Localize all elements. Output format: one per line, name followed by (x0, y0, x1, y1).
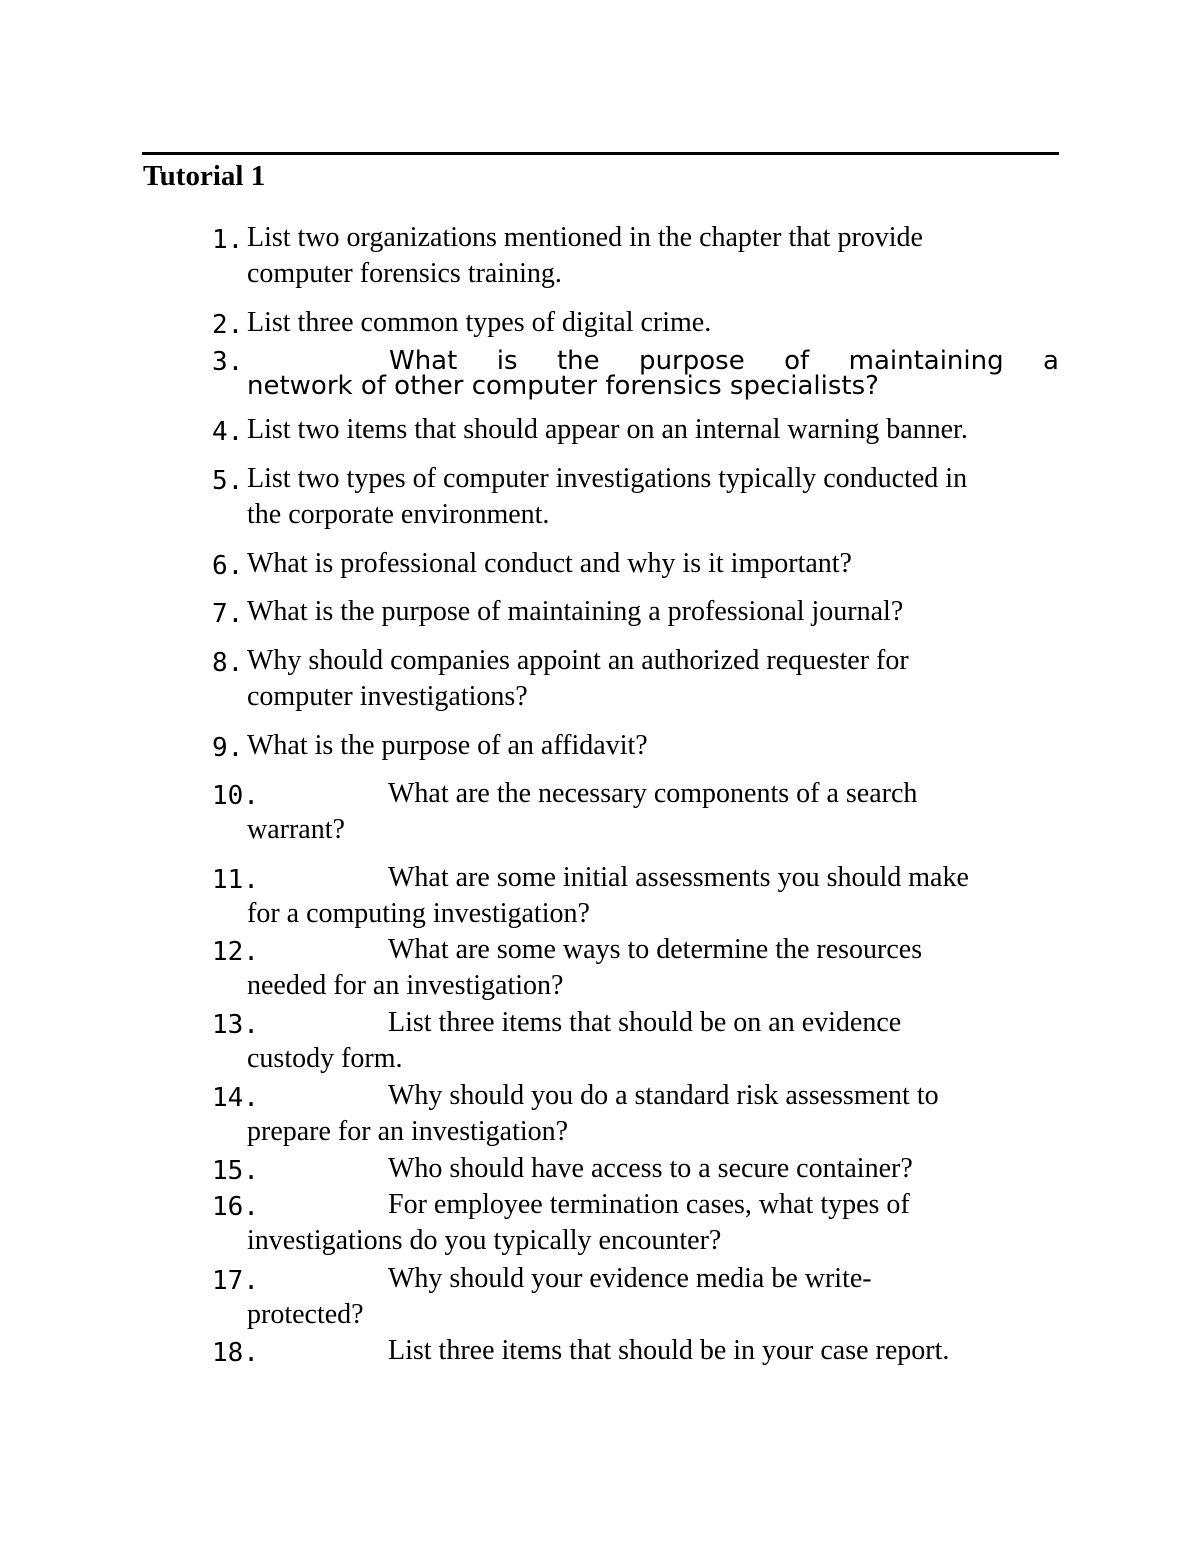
question-text: List three items that should be in your case report. (388, 1335, 950, 1366)
question-number: 8. (212, 648, 244, 678)
question-text: What are some ways to determine the resources needed for an investigation? (247, 934, 923, 1001)
question-text: Why should companies appoint an authorized requester for computer investigations? (247, 645, 909, 712)
question-number: 11. (212, 865, 259, 895)
question-text: Why should your evidence media be write- protected? (247, 1263, 872, 1330)
question-number: 10. (212, 781, 259, 811)
question-text-line: What is the purpose of maintaining a (389, 346, 1059, 376)
question-number: 14. (212, 1083, 259, 1113)
question-text-line: network of other computer forensics specialists? (247, 371, 879, 401)
question-number: 15. (212, 1156, 259, 1186)
question-number: 3. (212, 347, 244, 377)
question-number: 2. (212, 310, 244, 340)
question-number: 6. (212, 551, 244, 581)
header-rule (142, 152, 1059, 155)
question-text: What is the purpose of an affidavit? (247, 730, 648, 761)
question-number: 13. (212, 1010, 259, 1040)
question-text: List three common types of digital crime. (247, 307, 712, 338)
question-text: List two types of computer investigations typically conducted in the corporate environment. (247, 463, 968, 530)
question-text: List three items that should be on an evidence custody form. (247, 1007, 902, 1074)
question-number: 7. (212, 599, 244, 629)
question-text: What are the necessary components of a search warrant? (247, 778, 918, 845)
question-number: 1. (212, 225, 244, 255)
question-text: List two items that should appear on an internal warning banner. (247, 414, 968, 445)
question-text: What is professional conduct and why is it important? (247, 548, 852, 579)
question-text: List two organizations mentioned in the chapter that provide computer forensics training. (247, 222, 923, 289)
question-number: 17. (212, 1266, 259, 1296)
question-text: What are some initial assessments you should make for a computing investigation? (247, 862, 969, 929)
question-text: What is the purpose of maintaining a professional journal? (247, 596, 904, 627)
question-number: 9. (212, 733, 244, 763)
question-text: Who should have access to a secure container? (388, 1153, 913, 1184)
question-number: 12. (212, 937, 259, 967)
question-number: 16. (212, 1192, 259, 1222)
question-number: 4. (212, 417, 244, 447)
document-title: Tutorial 1 (143, 160, 266, 192)
question-number: 5. (212, 466, 244, 496)
question-text: Why should you do a standard risk assessment to prepare for an investigation? (247, 1080, 939, 1147)
question-number: 18. (212, 1338, 259, 1368)
question-text: For employee termination cases, what types of investigations do you typically encounter? (247, 1189, 910, 1256)
